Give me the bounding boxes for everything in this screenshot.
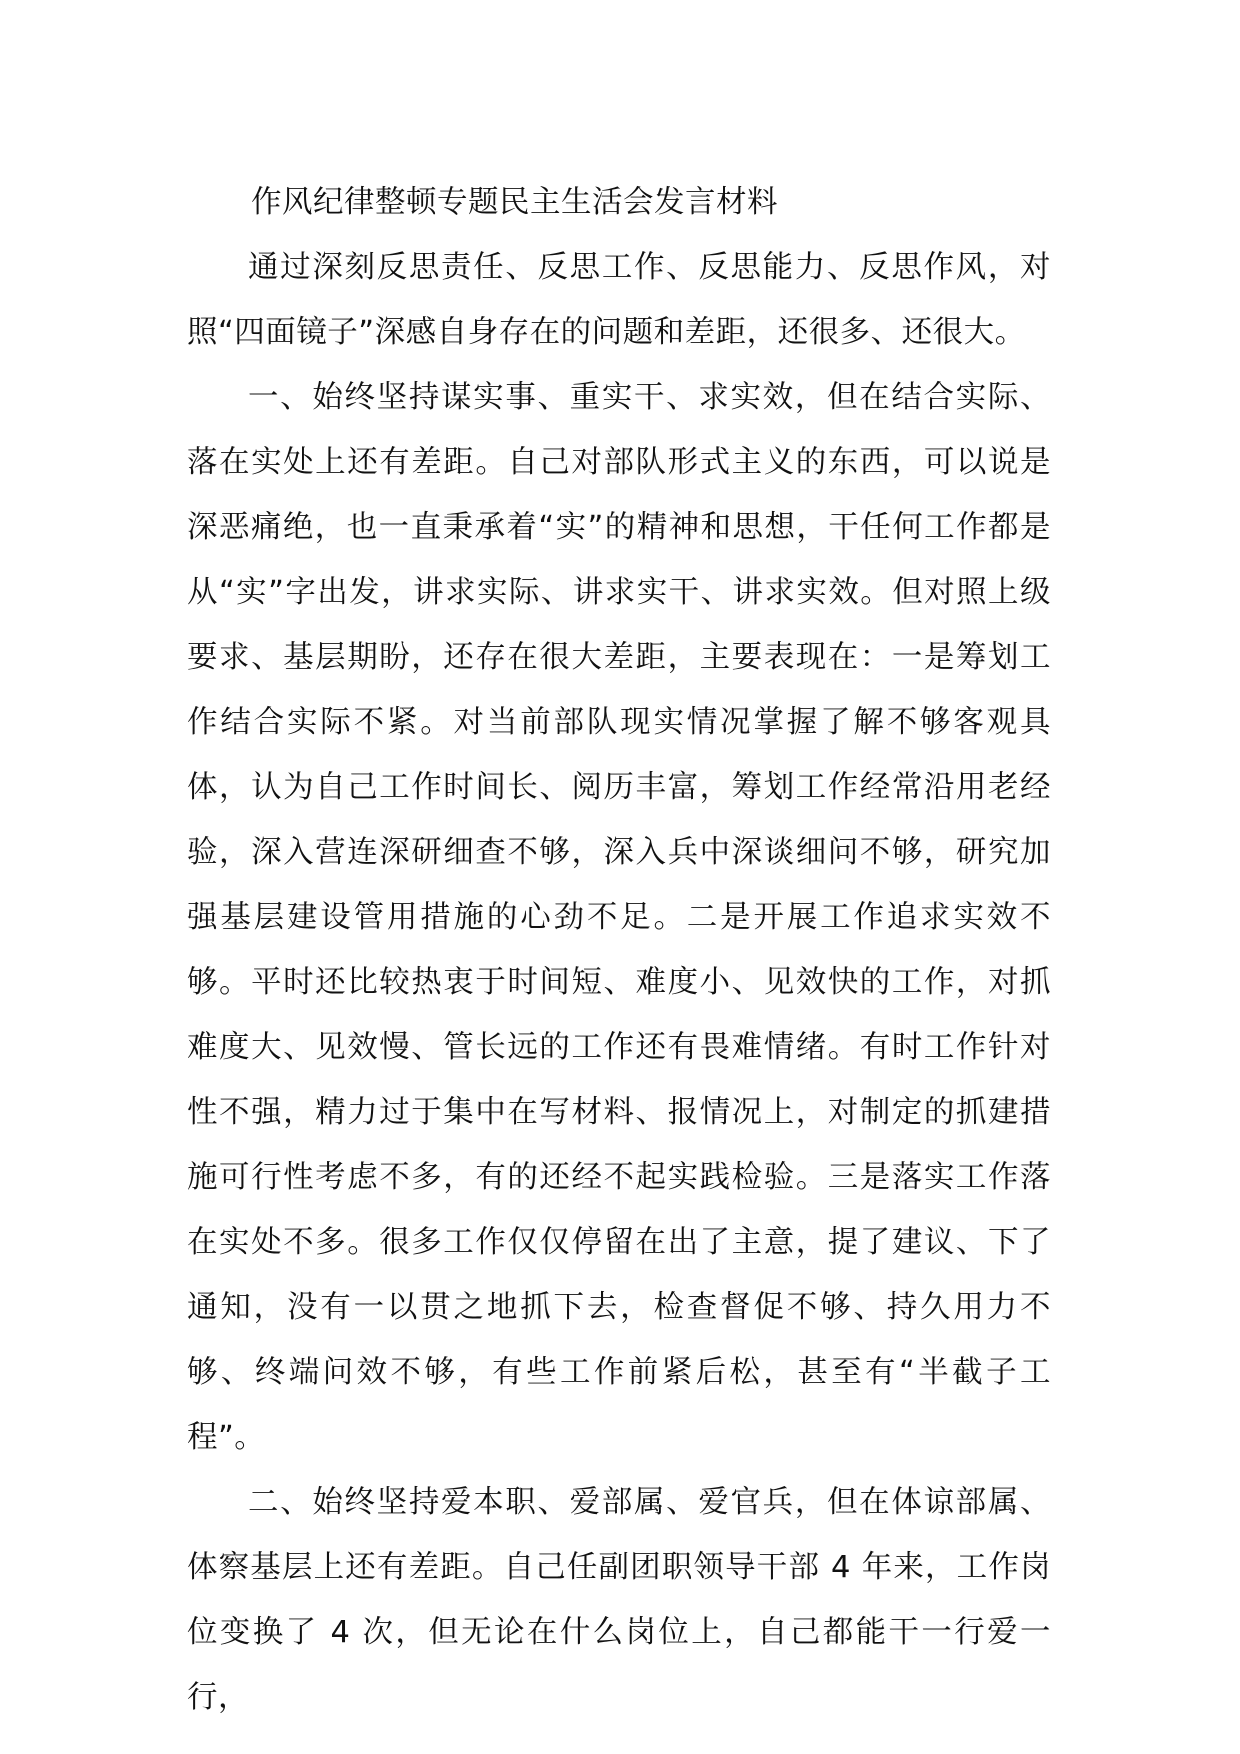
paragraph-section-one: 一、始终坚持谋实事、重实干、求实效，但在结合实际、落在实处上还有差距。自己对部队形式主义的东西，可以说是深恶痛绝，也一直秉承着“实”的精神和思想，干任何工作都是从“实”字出发，讲求实际、讲求实干、讲求实效。但对照上级要求、基层期盼，还存在很大差距，主要表现在：一是筹划工作结合实际不紧。对当前部队现实情况掌握了解不够客观具体，认为自己工作时间长、阅历丰富，筹划工作经常沿用老经验，深入营连深研细查不够，深入兵中深谈细问不够，研究加强基层建设管用措施的心劲不足。二是开展工作追求实效不够。平时还比较热衷于时间短、难度小、见效快的工作，对抓难度大、见效慢、管长远的工作还有畏难情绪。有时工作针对性不强，精力过于集中在写材料、报情况上，对制定的抓建措施可行性考虑不多，有的还经不起实践检验。三是落实工作落在实处不多。很多工作仅仅停留在出了主意，提了建议、下了通知，没有一以贯之地抓下去，检查督促不够、持久用力不够、终端问效不够，有些工作前紧后松，甚至有“半截子工程”。 (187, 380, 1051, 1455)
paragraph-intro: 通过深刻反思责任、反思工作、反思能力、反思作风，对照“四面镜子”深感自身存在的问题和差距，还很多、还很大。 (187, 250, 1051, 350)
paragraph-section-two: 二、始终坚持爱本职、爱部属、爱官兵，但在体谅部属、体察基层上还有差距。自己任副团职领导干部 4 年来，工作岗位变换了 4 次，但无论在什么岗位上，自己都能干一行爱一行， (187, 1485, 1051, 1715)
document-body (187, 170, 1051, 1730)
document-title: 作风纪律整顿专题民主生活会发言材料 (251, 185, 778, 220)
